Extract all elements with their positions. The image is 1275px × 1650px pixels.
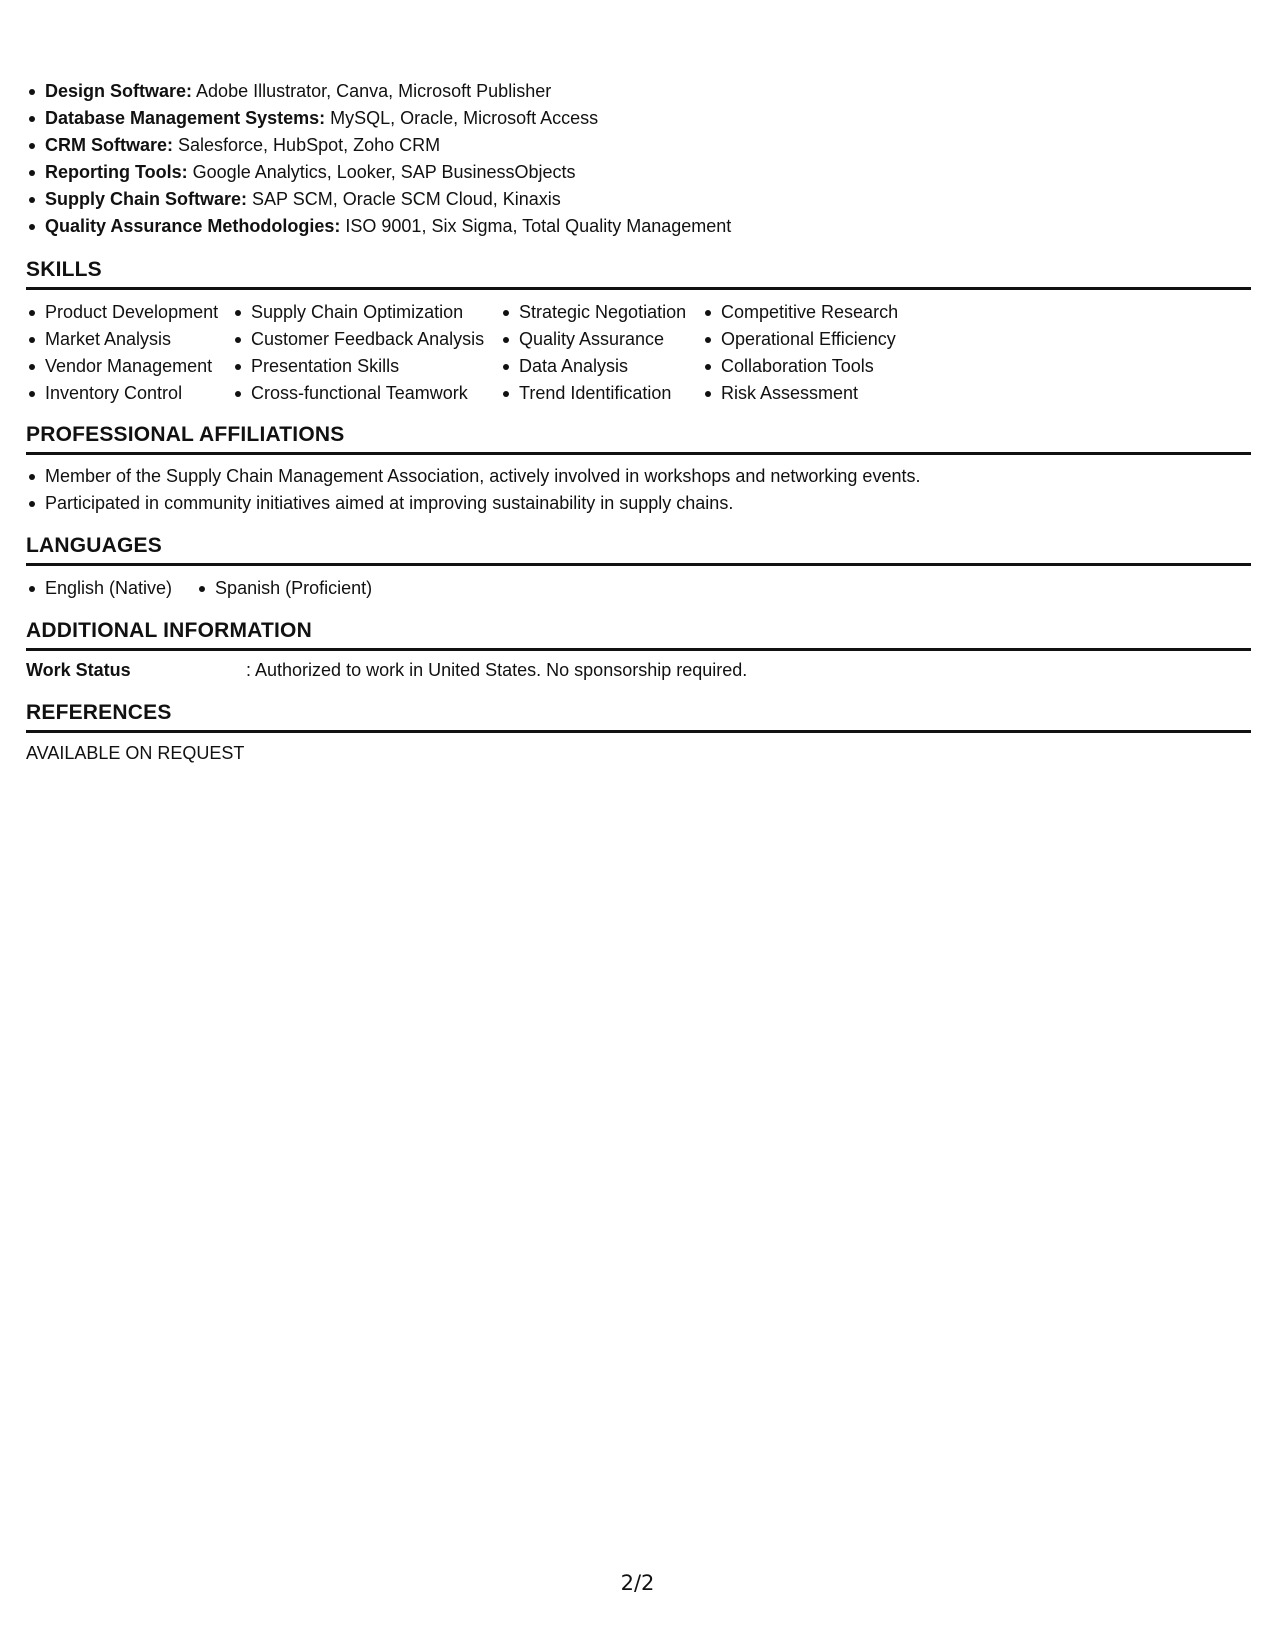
tools-item <box>26 78 731 105</box>
affiliations-heading: PROFESSIONAL AFFILIATIONS <box>26 423 345 446</box>
work-status-value: : Authorized to work in United States. No sponsorship required. <box>246 660 748 680</box>
skill-item: Vendor Management <box>26 353 232 380</box>
tools-item <box>26 105 731 132</box>
skills-grid <box>26 299 922 407</box>
language-item: Spanish (Proficient) <box>196 575 372 602</box>
additional-info-divider <box>26 648 1251 651</box>
tools-item-label: CRM Software: <box>45 135 174 155</box>
affiliation-item: Participated in community initiatives aimed at improving sustainability in supply chains. <box>26 490 920 517</box>
skills-divider <box>26 287 1251 290</box>
languages-list <box>26 575 396 602</box>
skill-item: Risk Assessment <box>702 380 922 407</box>
skill-item: Customer Feedback Analysis <box>232 326 500 353</box>
tools-list <box>26 78 731 240</box>
skill-item: Presentation Skills <box>232 353 500 380</box>
skill-item: Competitive Research <box>702 299 922 326</box>
tools-item-label: Database Management Systems: <box>45 108 326 128</box>
work-status-label: Work Status <box>26 660 131 680</box>
tools-item-value: SAP SCM, Oracle SCM Cloud, Kinaxis <box>247 189 561 209</box>
tools-item-value: Google Analytics, Looker, SAP BusinessObjects <box>187 162 576 182</box>
tools-item-label: Design Software: <box>45 81 193 101</box>
skill-item: Collaboration Tools <box>702 353 922 380</box>
work-status-row <box>26 658 747 682</box>
skill-item: Inventory Control <box>26 380 232 407</box>
tools-item <box>26 186 731 213</box>
skills-column <box>232 299 500 407</box>
skill-item: Market Analysis <box>26 326 232 353</box>
affiliation-item: Member of the Supply Chain Management Association, actively involved in workshops and networking events. <box>26 463 920 490</box>
references-divider <box>26 730 1251 733</box>
skill-item: Supply Chain Optimization <box>232 299 500 326</box>
tools-item <box>26 132 731 159</box>
skills-column <box>500 299 702 407</box>
skill-item: Operational Efficiency <box>702 326 922 353</box>
tools-item-value: MySQL, Oracle, Microsoft Access <box>325 108 599 128</box>
skill-item: Product Development <box>26 299 232 326</box>
languages-divider <box>26 563 1251 566</box>
skills-column <box>702 299 922 407</box>
tools-item-label: Supply Chain Software: <box>45 189 248 209</box>
languages-heading: LANGUAGES <box>26 534 162 557</box>
page-number: 2/2 <box>620 1571 655 1595</box>
tools-item <box>26 213 731 240</box>
skill-item: Data Analysis <box>500 353 702 380</box>
skill-item: Quality Assurance <box>500 326 702 353</box>
additional-info-heading: ADDITIONAL INFORMATION <box>26 619 312 642</box>
skill-item: Strategic Negotiation <box>500 299 702 326</box>
skill-item: Trend Identification <box>500 380 702 407</box>
tools-item-label: Reporting Tools: <box>45 162 188 182</box>
tools-item-label: Quality Assurance Methodologies: <box>45 216 341 236</box>
affiliations-divider <box>26 452 1251 455</box>
references-heading: REFERENCES <box>26 701 172 724</box>
tools-item <box>26 159 731 186</box>
affiliations-list <box>26 463 920 517</box>
skill-item: Cross-functional Teamwork <box>232 380 500 407</box>
tools-item-value: Adobe Illustrator, Canva, Microsoft Publisher <box>192 81 552 101</box>
skills-heading: SKILLS <box>26 258 102 281</box>
tools-item-value: ISO 9001, Six Sigma, Total Quality Management <box>340 216 732 236</box>
language-item: English (Native) <box>26 575 172 602</box>
skills-column <box>26 299 232 407</box>
references-text: AVAILABLE ON REQUEST <box>26 743 245 763</box>
tools-item-value: Salesforce, HubSpot, Zoho CRM <box>173 135 441 155</box>
